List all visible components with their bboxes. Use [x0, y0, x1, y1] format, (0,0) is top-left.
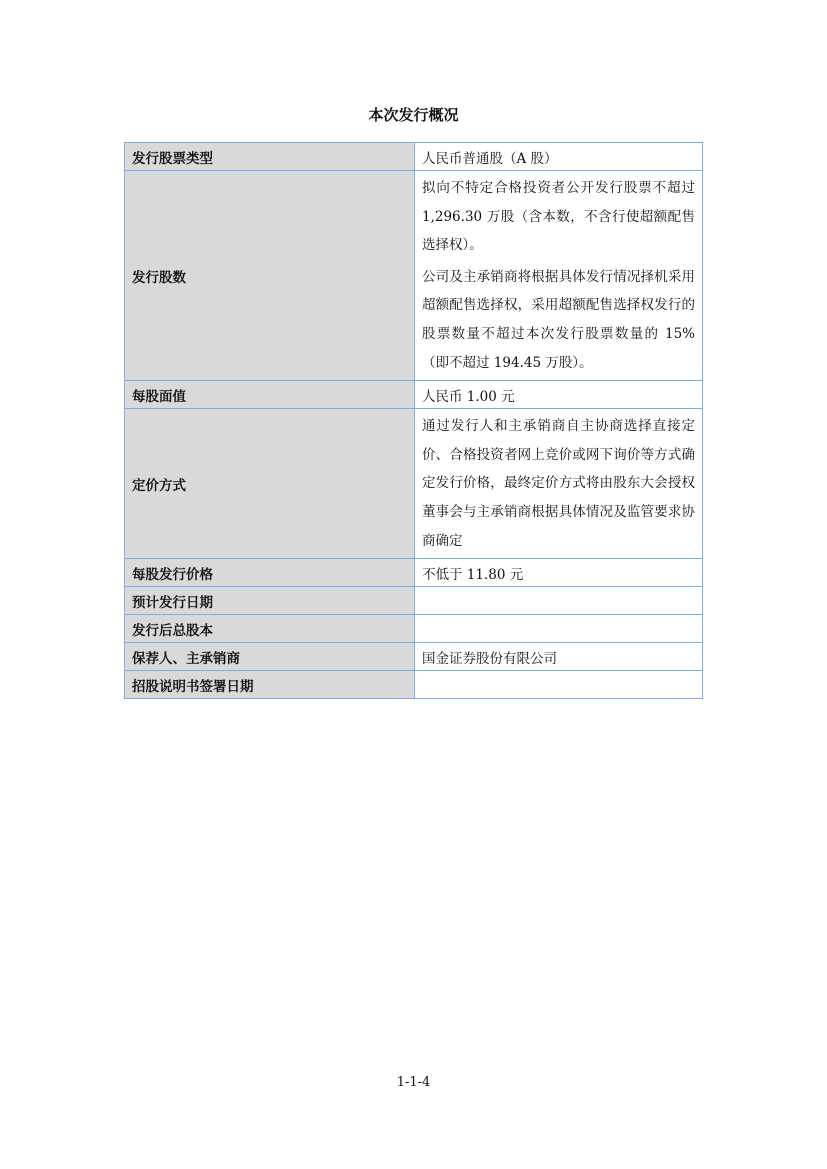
table-row — [125, 381, 703, 409]
row-label-issue-date: 预计发行日期 — [125, 587, 415, 615]
pricing-method-paragraph: 通过发行人和主承销商自主协商选择直接定价、合格投资者网上竞价或网下询价等方式确定发行价格，最终定价方式将由股东大会授权董事会与主承销商根据具体情况及监管要求协商确定 — [422, 418, 695, 549]
table-row — [125, 171, 703, 381]
table-row — [125, 559, 703, 587]
row-value-par-value: 人民币 1.00 元 — [415, 381, 703, 409]
row-label-stock-type: 发行股票类型 — [125, 143, 415, 171]
table-row — [125, 643, 703, 671]
row-label-total-shares-after: 发行后总股本 — [125, 615, 415, 643]
table-row — [125, 143, 703, 171]
row-label-issue-price: 每股发行价格 — [125, 559, 415, 587]
row-value-share-count — [415, 171, 703, 381]
row-value-stock-type: 人民币普通股（A 股） — [415, 143, 703, 171]
table-row — [125, 671, 703, 699]
row-value-issue-price: 不低于 11.80 元 — [415, 559, 703, 587]
page-number: 1-1-4 — [396, 1075, 431, 1090]
row-label-par-value: 每股面值 — [125, 381, 415, 409]
row-label-share-count: 发行股数 — [125, 171, 415, 381]
offering-overview-table — [124, 142, 703, 699]
share-count-paragraph-1: 拟向不特定合格投资者公开发行股票不超过 1,296.30 万股（含本数，不含行使超额配售选择权）。 — [422, 180, 695, 254]
page-title: 本次发行概况 — [368, 106, 459, 124]
table-row — [125, 587, 703, 615]
row-value-pricing-method — [415, 409, 703, 559]
row-label-sponsor: 保荐人、主承销商 — [125, 643, 415, 671]
table-row — [125, 615, 703, 643]
row-value-total-shares-after — [415, 615, 703, 643]
row-value-issue-date — [415, 587, 703, 615]
table-row — [125, 409, 703, 559]
row-label-prospectus-date: 招股说明书签署日期 — [125, 671, 415, 699]
row-value-sponsor: 国金证券股份有限公司 — [415, 643, 703, 671]
share-count-paragraph-2: 公司及主承销商将根据具体发行情况择机采用超额配售选择权，采用超额配售选择权发行的股票数量不超过本次发行股票数量的 15%（即不超过 194.45 万股）。 — [422, 268, 695, 371]
row-label-pricing-method: 定价方式 — [125, 409, 415, 559]
row-value-prospectus-date — [415, 671, 703, 699]
